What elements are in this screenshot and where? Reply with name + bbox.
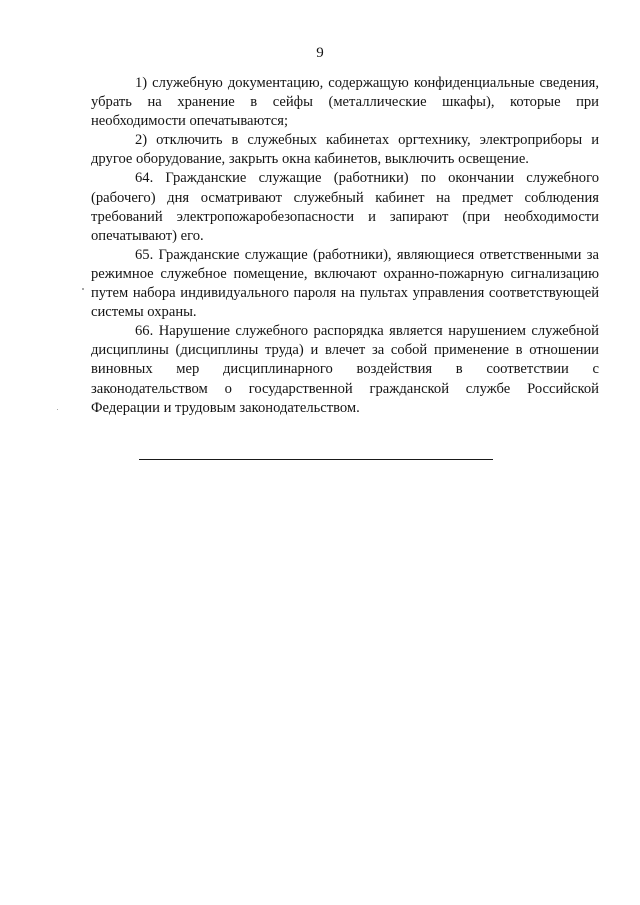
paragraph-item-2: 2) отключить в служебных кабинетах оргтехнику, электроприборы и другое оборудование, закрыть окна кабинетов, выключить освещение.: [91, 132, 599, 168]
page-number: 9: [316, 45, 324, 61]
document-body: [91, 74, 599, 418]
paragraph-66: 66. Нарушение служебного распорядка является нарушением служебной дисциплины (дисциплины труда) и влечет за собой применение в отношении виновных мер дисциплинарного воздействия в соответствии с законодательством о государственной гражданской службе Российской Федерации и трудовым законодательством.: [91, 323, 599, 416]
paragraph-item-1: 1) служебную документацию, содержащую конфиденциальные сведения, убрать на хранение в сейфы (металлические шкафы), которые при необходимости опечатываются;: [91, 75, 599, 130]
end-separator-line: [139, 459, 493, 460]
scan-speck: [82, 288, 84, 290]
paragraph-65: 65. Гражданские служащие (работники), являющиеся ответственными за режимное служебное помещение, включают охранно-пожарную сигнализацию путем набора индивидуального пароля на пультах управления соответствующей системы охраны.: [91, 246, 599, 321]
scan-speck: [57, 409, 58, 410]
paragraph-64: 64. Гражданские служащие (работники) по окончании служебного (рабочего) дня осматривают служебный кабинет на предмет соблюдения требований электропожаробезопасности и запирают (при необходимости опечатывают) его.: [91, 170, 599, 244]
